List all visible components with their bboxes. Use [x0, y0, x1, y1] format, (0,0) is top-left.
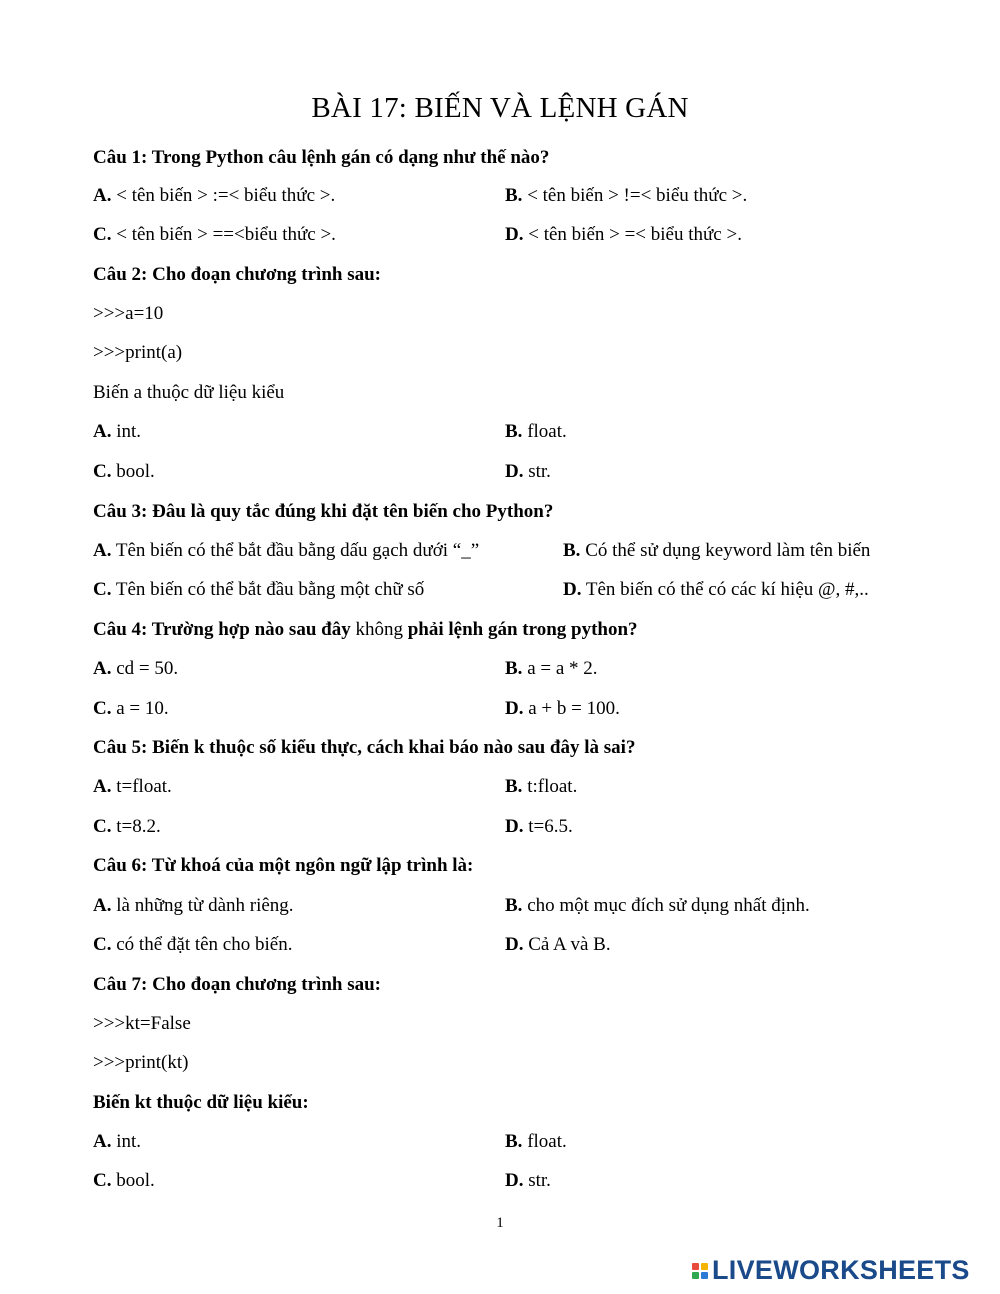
brand-name: LIVEWORKSHEETS	[712, 1255, 970, 1285]
option-6d[interactable]: D. Cả A và B.	[505, 934, 611, 955]
option-4b[interactable]: B. a = a * 2.	[505, 658, 598, 679]
code-line: >>>print(a)	[93, 342, 183, 363]
option-4c[interactable]: C. a = 10.	[93, 698, 169, 719]
logo-square	[701, 1263, 708, 1270]
option-1d[interactable]: D. < tên biến > =< biểu thức >.	[505, 224, 742, 245]
liveworksheets-logo[interactable]	[692, 1255, 970, 1286]
option-4d[interactable]: D. a + b = 100.	[505, 698, 620, 719]
code-line: >>>print(kt)	[93, 1052, 189, 1073]
option-2a[interactable]: A. int.	[93, 421, 142, 442]
option-5b[interactable]: B. t:float.	[505, 776, 578, 797]
option-7a[interactable]: A. int.	[93, 1131, 142, 1152]
option-2d[interactable]: D. str.	[505, 461, 551, 482]
code-line: >>>kt=False	[93, 1013, 191, 1034]
question-5: Câu 5: Biến k thuộc số kiểu thực, cách khai báo nào sau đây là sai?	[93, 737, 636, 758]
question-stem: Biến a thuộc dữ liệu kiểu	[93, 382, 285, 403]
code-line: >>>a=10	[93, 303, 164, 324]
option-1b[interactable]: B. < tên biến > !=< biểu thức >.	[505, 185, 748, 206]
option-5a[interactable]: A. t=float.	[93, 776, 172, 797]
option-5c[interactable]: C. t=8.2.	[93, 816, 161, 837]
brand-icon	[692, 1263, 708, 1279]
question-1: Câu 1: Trong Python câu lệnh gán có dạng như thế nào?	[93, 147, 550, 168]
option-7b[interactable]: B. float.	[505, 1131, 567, 1152]
option-2b[interactable]: B. float.	[505, 421, 567, 442]
option-6b[interactable]: B. cho một mục đích sử dụng nhất định.	[505, 895, 810, 916]
question-6: Câu 6: Từ khoá của một ngôn ngữ lập trình là:	[93, 855, 474, 876]
option-7c[interactable]: C. bool.	[93, 1170, 155, 1191]
option-2c[interactable]: C. bool.	[93, 461, 155, 482]
option-3b[interactable]: B. Có thể sử dụng keyword làm tên biến	[563, 540, 871, 561]
option-7d[interactable]: D. str.	[505, 1170, 551, 1191]
question-7: Câu 7: Cho đoạn chương trình sau:	[93, 974, 381, 995]
logo-square	[692, 1263, 699, 1270]
option-3a[interactable]: A. Tên biến có thể bắt đầu bằng dấu gạch dưới “_”	[93, 540, 480, 561]
page-title: BÀI 17: BIẾN VÀ LỆNH GÁN	[311, 92, 689, 124]
option-1a[interactable]: A. < tên biến > :=< biểu thức >.	[93, 185, 336, 206]
question-3: Câu 3: Đâu là quy tắc đúng khi đặt tên biến cho Python?	[93, 501, 554, 522]
option-3c[interactable]: C. Tên biến có thể bắt đầu bằng một chữ số	[93, 579, 425, 600]
logo-square	[692, 1272, 699, 1279]
question-2: Câu 2: Cho đoạn chương trình sau:	[93, 264, 381, 285]
option-4a[interactable]: A. cd = 50.	[93, 658, 179, 679]
question-4: Câu 4: Trường hợp nào sau đây không phải lệnh gán trong python?	[93, 619, 638, 640]
question-stem: Biến kt thuộc dữ liệu kiểu:	[93, 1092, 309, 1113]
option-5d[interactable]: D. t=6.5.	[505, 816, 573, 837]
option-1c[interactable]: C. < tên biến > ==<biểu thức >.	[93, 224, 336, 245]
page-number: 1	[496, 1215, 504, 1231]
option-6c[interactable]: C. có thể đặt tên cho biến.	[93, 934, 293, 955]
logo-square	[701, 1272, 708, 1279]
option-6a[interactable]: A. là những từ dành riêng.	[93, 895, 294, 916]
option-3d[interactable]: D. Tên biến có thể có các kí hiệu @, #,..	[563, 579, 869, 600]
